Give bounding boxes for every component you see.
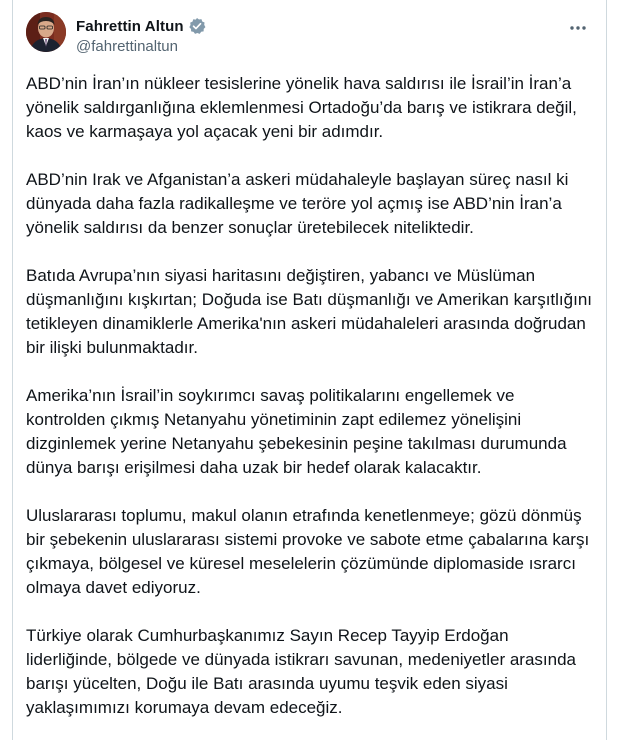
tweet-header <box>26 12 592 58</box>
tweet-paragraph: Türkiye olarak Cumhurbaşkanımız Sayın Recep Tayyip Erdoğan liderliğinde, bölgede ve dünyada istikrarı savunan, medeniyetler arasında barışı yücelten, Doğu ile Batı arasında uyumu teşvik eden siyasi yaklaşımımızı korumaya devam edeceğiz. <box>26 626 577 717</box>
author-display-name[interactable]: Fahrettin Altun <box>76 17 184 35</box>
tweet-card <box>12 0 607 740</box>
avatar[interactable] <box>26 12 66 52</box>
author-handle[interactable]: @fahrettinaltun <box>76 38 178 55</box>
tweet-paragraph: ABD’nin Irak ve Afganistan’a askeri müdahaleyle başlayan süreç nasıl ki dünyada daha fazla radikalleşme ve teröre yol açmış ise ABD’nin İran’a yönelik saldırısı da benzer sonuçlar üretebilecek niteliktedir. <box>26 170 569 237</box>
tweet-paragraph: ABD’nin İran’ın nükleer tesislerine yönelik hava saldırısı ile İsrail’in İran’a yönelik saldırganlığına eklemlenmesi Ortadoğu’da barış ve istikrara değil, kaos ve karmaşaya yol açacak yeni bir adımdır. <box>26 74 577 141</box>
tweet-paragraph: Amerika’nın İsrail’in soykırımcı savaş politikalarını engellemek ve kontrolden çıkmış Netanyahu yönetiminin zapt edilemez yönelişini dizginlemek yerine Netanyahu şebekesinin peşine takılması durumunda dünya barışı erişilmesi daha uzak bir hedef olarak kalacaktır. <box>26 386 567 477</box>
profile-photo-icon <box>26 12 66 52</box>
verified-badge-icon[interactable] <box>188 17 206 35</box>
tweet-text <box>26 72 598 744</box>
tweet-paragraph: Uluslararası toplumu, makul olanın etrafında kenetlenmeye; gözü dönmüş bir şebekenin uluslararası sistemi provoke ve sabote etme çabalarına karşı çıkmaya, bölgesel ve küresel meselelerin çözümünde diplomaside ısrarcı olmaya davet ediyoruz. <box>26 506 590 597</box>
author-names <box>76 16 206 55</box>
tweet-paragraph: Batıda Avrupa’nın siyasi haritasını değiştiren, yabancı ve Müslüman düşmanlığını kışkırtan; Doğuda ise Batı düşmanlığı ve Amerikan karşıtlığını tetikleyen dinamiklerle Amerika'nın askeri müdahaleleri arasında doğrudan bir ilişki bulunmaktadır. <box>26 266 592 357</box>
more-horizontal-icon[interactable] <box>568 18 588 38</box>
name-row <box>76 16 206 36</box>
